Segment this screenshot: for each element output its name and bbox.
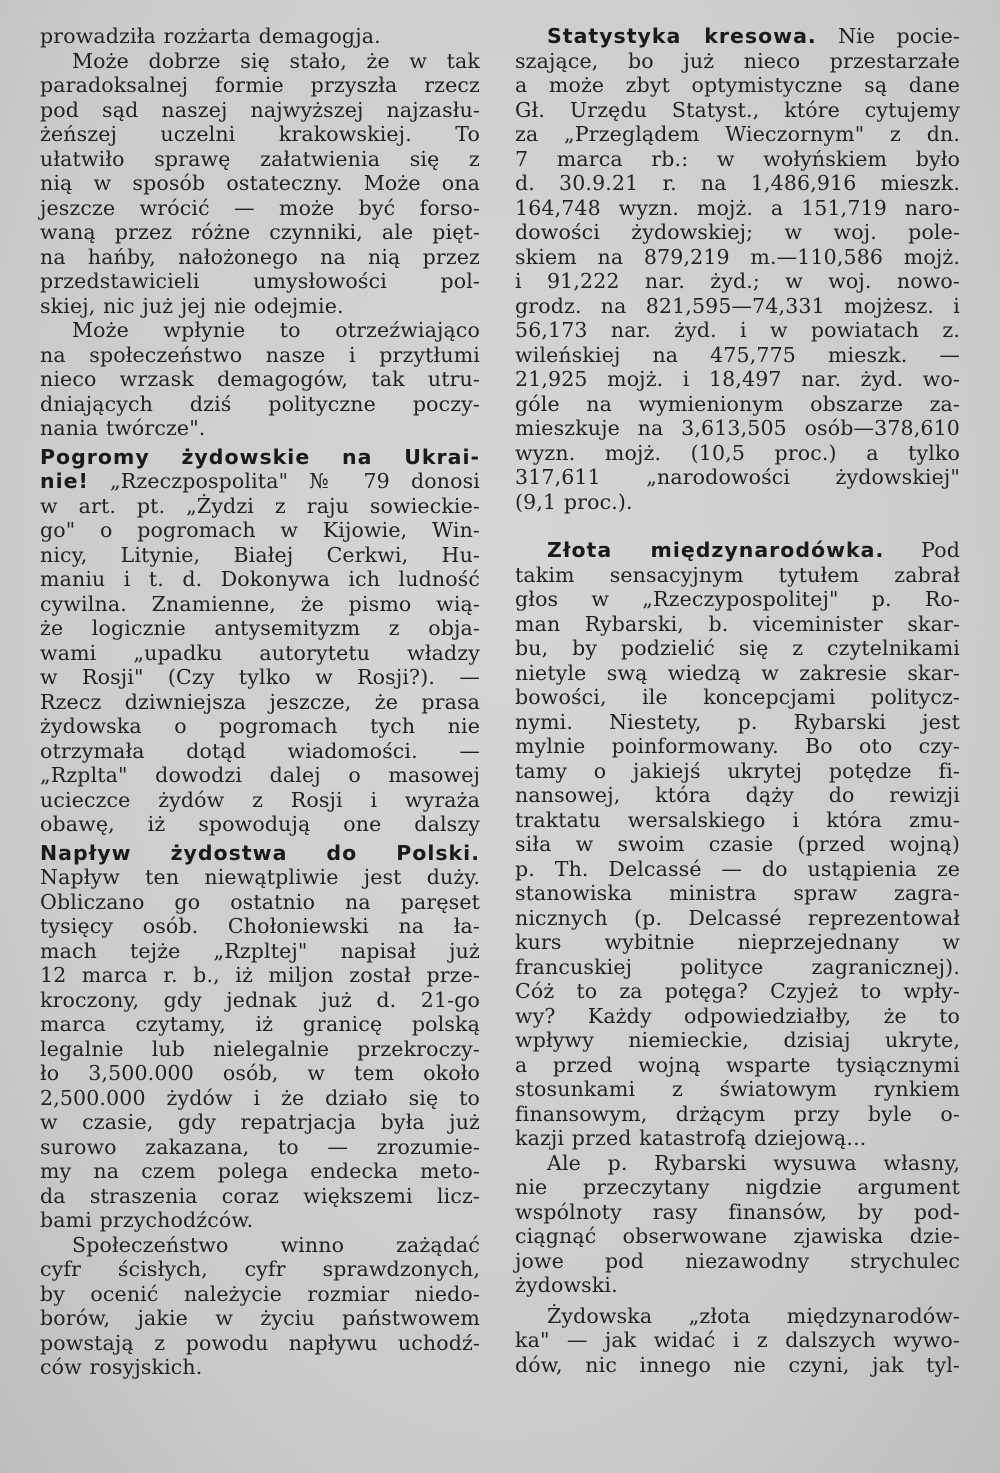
text-line: ciągnąć obserwowane zjawiska dzie- — [515, 1224, 960, 1248]
text-line: by ocenić należycie rozmiar niedo- — [40, 1281, 480, 1306]
text-line — [515, 538, 960, 563]
text-line: Cóż to za potęga? Czyjeż to wpły- — [515, 979, 960, 1003]
text-line: wyzn. mojż. (10,5 proc.) a tylko — [515, 440, 960, 465]
text-line: go" o pogromach w Kijowie, Win- — [40, 518, 480, 542]
text-line: 21,925 mojż. i 18,497 nar. żyd. wo- — [515, 367, 960, 391]
text-line: nietyle swą wiedzą w zakresie skar- — [515, 660, 960, 685]
text-line: nania twórcze". — [40, 416, 206, 440]
text-line: Może dobrze się stało, że w tak — [72, 48, 480, 73]
text-line: maniu i t. d. Dokonywa ich ludność — [40, 567, 480, 591]
paragraph — [40, 1233, 480, 1380]
text-line: prowadziła rozżarta demagogja. — [40, 24, 381, 48]
text-line: 56,173 nar. żyd. i w powiatach z. — [515, 318, 960, 342]
text-line: a może zbyt optymistyczne są dane — [515, 73, 960, 97]
text-line: (9,1 proc.). — [515, 489, 633, 514]
text-line: bu, by podzielić się z czytelnikami — [515, 636, 960, 660]
text-line: otrzymała dotąd wiadomości. — — [40, 738, 480, 763]
paragraph — [40, 24, 480, 49]
text-line: kurs wybitnie nieprzejednany w — [515, 930, 960, 954]
text-line: skiej, nic już jej nie odejmie. — [40, 293, 344, 318]
text-line: ucieczce żydów z Rosji i wyraża — [40, 787, 480, 812]
text-line: ułatwiło sprawę załatwienia się z — [40, 146, 480, 171]
text-line: takim sensacyjnym tytułem zabrał — [515, 562, 960, 587]
text-line: stanowiska ministra spraw zagra- — [515, 881, 960, 905]
text-line: na hańby, nałożonego na nią przez — [40, 244, 480, 269]
text-line: bowości, ile koncepcjami politycz- — [515, 685, 960, 709]
text-line: legalnie lub nielegalnie przekroczy- — [40, 1036, 480, 1061]
article-heading: Pogromy żydowskie na Ukrai- — [40, 444, 480, 469]
text-line: ców rosyjskich. — [40, 1355, 203, 1379]
text-line: a przed wojną wsparte tysiącznymi — [515, 1052, 960, 1077]
article-heading: Napływ żydostwa do Polski. — [40, 840, 480, 865]
text-line: pod sąd naszej najwyższej najzasłu- — [40, 97, 480, 122]
text-line: cyfr ścisłych, cyfr sprawdzonych, — [40, 1257, 480, 1281]
text-line: wileńskiej na 475,775 mieszk. — — [515, 342, 960, 367]
text-line: Napływ ten niewątpliwie jest duży. — [40, 865, 480, 889]
text-line: wami „upadku autorytetu władzy — [40, 640, 480, 665]
text-line: mach tejże „Rzpltej" napisał już — [40, 938, 480, 963]
text-line: 2,500.000 żydów i że działo się to — [40, 1085, 480, 1110]
text-line: obawę, iż spowodują one dalszy — [40, 812, 480, 836]
text-line: dów, nic innego nie czyni, jak tyl- — [515, 1352, 960, 1377]
text-line: żeńszej uczelni krakowskiej. To — [40, 122, 480, 146]
text-line: jowe pod niezawodny strychulec — [515, 1248, 960, 1273]
text-line: mieszkuje na 3,613,505 osób—378,610 — [515, 416, 960, 440]
text-line: paradoksalnej formie przyszła rzecz — [40, 73, 480, 97]
text-line: finansowym, drżącym przy byle o- — [515, 1101, 960, 1126]
text-line: nymi. Niestety, p. Rybarski jest — [515, 709, 960, 734]
text-line: borów, jakie w życiu państwowem — [40, 1306, 480, 1330]
article-heading-end: nie! — [40, 469, 89, 493]
text-line: góle na wymienionym obszarze za- — [515, 391, 960, 416]
article-heading: Statystyka kresowa. — [547, 24, 817, 48]
text-line: wspólnoty rasy finansów, by pod- — [515, 1199, 960, 1224]
text-line: powstają z powodu napływu uchodź- — [40, 1330, 480, 1355]
text-line: kroczony, gdy jednak już d. 21-go — [40, 987, 480, 1012]
text-line: za „Przeglądem Wieczornym" z dn. — [515, 122, 960, 146]
right-column — [515, 24, 960, 1377]
text-line: bami przychodźców. — [40, 1208, 254, 1232]
text-line: man Rybarski, b. viceminister skar- — [515, 611, 960, 636]
text-line: dniających dziś polityczne poczy- — [40, 391, 480, 416]
text-line: ka" — jak widać i z dalszych wywo- — [515, 1328, 960, 1352]
text-line: na społeczeństwo nasze i przytłumi — [40, 342, 480, 367]
text-line: nansowej, która dąży do rewizji — [515, 783, 960, 807]
text-line: żydowski. — [515, 1273, 618, 1297]
text-line: w czasie, gdy repatrjacja była już — [40, 1110, 480, 1134]
text-line: stosunkami z światowym rynkiem — [515, 1077, 960, 1101]
paragraph — [515, 1151, 960, 1298]
text-line: marca czytamy, iż granicę polską — [40, 1012, 480, 1036]
heading-line-rest: Nie pocie- — [816, 24, 960, 48]
text-line: wpływy niemieckie, dzisiaj ukryte, — [515, 1028, 960, 1052]
text-line: Społeczeństwo winno zażądać — [72, 1232, 480, 1257]
text-line: przedstawicieli umysłowości pol- — [40, 269, 480, 293]
left-column — [40, 24, 480, 1380]
text-line — [40, 469, 480, 494]
article-naplyw — [40, 841, 480, 1233]
text-line — [40, 841, 480, 866]
text-line: Rzecz dziwniejsza jeszcze, że prasa — [40, 689, 480, 714]
article-statystyka — [515, 24, 960, 514]
paragraph — [515, 1304, 960, 1378]
text-line: żydowska o pogromach tych nie — [40, 714, 480, 738]
paragraph — [40, 49, 480, 319]
text-line: traktatu wersalskiego i która zmu- — [515, 807, 960, 832]
text-line — [515, 24, 960, 49]
text-line: że logicznie antysemityzm z obja- — [40, 616, 480, 640]
spacer — [515, 514, 960, 538]
text-line: da straszenia coraz większemi licz- — [40, 1183, 480, 1208]
text-line — [40, 445, 480, 470]
text-line: nicy, Litynie, Białej Cerkwi, Hu- — [40, 542, 480, 567]
heading-line-rest: Pod — [884, 538, 960, 562]
text-line: w Rosji" (Czy tylko w Rosji?). — — [40, 665, 480, 689]
text-line: cywilna. Znamienne, że pismo wią- — [40, 591, 480, 616]
article-heading: Złota międzynarodówka. — [547, 538, 885, 562]
text-line: wy? Każdy odpowiedziałby, że to — [515, 1003, 960, 1028]
text-line: nią w sposób ostateczny. Może ona — [40, 171, 480, 195]
text-line: nie przeczytany nigdzie argument — [515, 1175, 960, 1199]
text-line: i 91,222 nar. żyd.; w woj. nowo- — [515, 269, 960, 293]
text-line: 317,611 „narodowości żydowskiej" — [515, 465, 960, 489]
text-line: 7 marca rb.: w wołyńskiem było — [515, 146, 960, 171]
text-line: głos w „Rzeczypospolitej" p. Ro- — [515, 587, 960, 611]
text-line: 12 marca r. b., iż miljon został prze- — [40, 963, 480, 987]
text-line: Może wpłynie to otrzeźwiająco — [72, 318, 480, 342]
text-line: siła w swoim czasie (przed wojną) — [515, 832, 960, 856]
text-line: nieco wrzask demagogów, tak utru- — [40, 367, 480, 391]
text-line: my na czem polega endecka meto- — [40, 1159, 480, 1183]
text-line: skiem na 879,219 m.—110,586 mojż. — [515, 244, 960, 269]
text-line: surowo zakazana, to — zrozumie- — [40, 1134, 480, 1159]
text-line: szające, bo już nieco przestarzałe — [515, 48, 960, 73]
text-line: francuskiej polityce zagranicznej). — [515, 954, 960, 979]
text-line: dowości żydowskiej; w woj. pole- — [515, 220, 960, 244]
text-line: „Rzplta" dowodzi dalej o masowej — [40, 763, 480, 787]
text-line: tamy o jakiejś ukrytej potędze fi- — [515, 758, 960, 783]
text-line: nicznych (p. Delcassé reprezentował — [515, 905, 960, 930]
heading-line-rest: „Rzeczpospolita" № 79 donosi — [88, 469, 480, 493]
text-line: w art. pt. „Żydzi z raju sowieckie- — [40, 493, 480, 518]
text-line: tysięcy osób. Chołoniewski na ła- — [40, 914, 480, 938]
paragraph — [40, 318, 480, 441]
text-line: 164,748 wyzn. mojż. a 151,719 naro- — [515, 195, 960, 220]
text-line: grodz. na 821,595—74,331 mojżesz. i — [515, 293, 960, 318]
text-line: ło 3,500.000 osób, w tem około — [40, 1061, 480, 1085]
text-line: Gł. Urzędu Statyst., które cytujemy — [515, 97, 960, 122]
text-line: d. 30.9.21 r. na 1,486,916 mieszk. — [515, 171, 960, 195]
text-line: Obliczano go ostatnio na paręset — [40, 889, 480, 914]
text-line: mylnie poinformowany. Bo oto czy- — [515, 734, 960, 758]
article-zlota — [515, 538, 960, 1151]
text-line: waną przez różne czynniki, ale pięt- — [40, 220, 480, 244]
text-line: p. Th. Delcassé — do ustąpienia ze — [515, 856, 960, 881]
article-pogromy — [40, 445, 480, 837]
text-line: jeszcze wrócić — może być forso- — [40, 195, 480, 220]
text-line: Żydowska „złota międzynarodów- — [547, 1303, 960, 1328]
text-line: kazji przed katastrofą dziejową... — [515, 1126, 867, 1150]
text-line: Ale p. Rybarski wysuwa własny, — [547, 1150, 960, 1175]
